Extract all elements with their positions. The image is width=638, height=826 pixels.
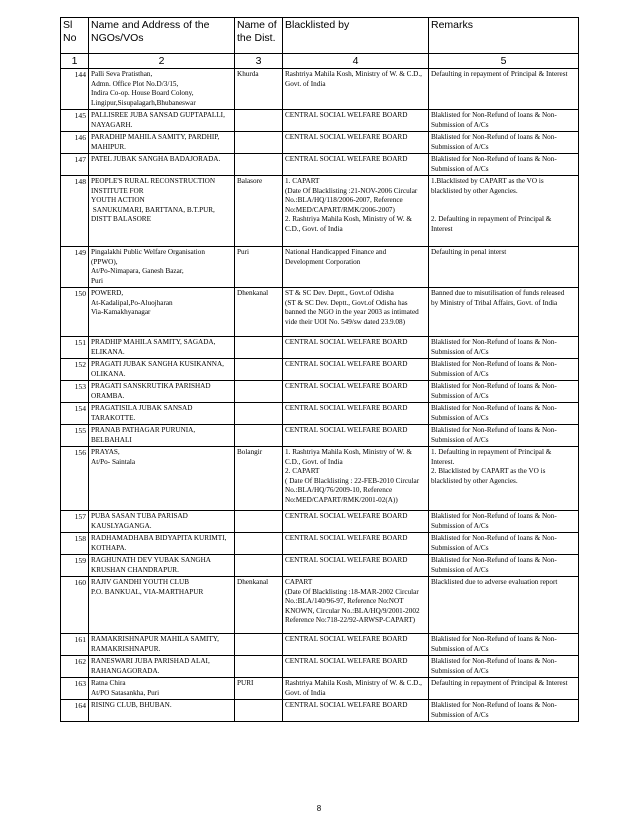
- table-row: [61, 555, 579, 577]
- row-remarks: Blaklisted for Non-Refund of loans & Non- Submission of A/Cs: [429, 154, 579, 176]
- row-remarks: Blaklisted for Non-Refund of loans & Non- Submission of A/Cs: [429, 700, 579, 722]
- table-row: [61, 132, 579, 154]
- row-blacklisted-by: CENTRAL SOCIAL WELFARE BOARD: [283, 634, 429, 656]
- table-row: [61, 247, 579, 288]
- row-name-address: PEOPLE'S RURAL RECONSTRUCTION INSTITUTE FOR YOUTH ACTION SANUKUMARI, BARTTANA, B.T.PUR, DISTT BALASORE: [89, 176, 235, 247]
- table-row: [61, 678, 579, 700]
- row-sl-number: 152: [61, 359, 89, 381]
- row-sl-number: 154: [61, 403, 89, 425]
- row-blacklisted-by: CENTRAL SOCIAL WELFARE BOARD: [283, 656, 429, 678]
- row-name-address: Pingalakhi Public Welfare Organisation (PPWO), At/Po-Nimapara, Ganesh Bazar, Puri: [89, 247, 235, 288]
- row-remarks: Blaklisted for Non-Refund of loans & Non- Submission of A/Cs: [429, 533, 579, 555]
- row-remarks: Blaklisted for Non-Refund of loans & Non- Submission of A/Cs: [429, 425, 579, 447]
- table-row: [61, 381, 579, 403]
- row-district: [235, 533, 283, 555]
- row-district: [235, 381, 283, 403]
- table-row: [61, 577, 579, 634]
- row-district: Balasore: [235, 176, 283, 247]
- row-name-address: PARADHIP MAHILA SAMITY, PARDHIP, MAHIPUR.: [89, 132, 235, 154]
- row-blacklisted-by: CAPART (Date Of Blacklisting :18-MAR-2002 Circular No.:BLA/140/96-97, Reference No:NOT KNOWN, Circular No.:BLA/HQ/9/2001-2002 Reference No:718-22/92-ARWSP-CAPART): [283, 577, 429, 634]
- table-row: [61, 425, 579, 447]
- row-remarks: Defaulting in repayment of Principal & Interest: [429, 69, 579, 110]
- row-sl-number: 155: [61, 425, 89, 447]
- row-blacklisted-by: CENTRAL SOCIAL WELFARE BOARD: [283, 403, 429, 425]
- column-number: 2: [89, 54, 235, 69]
- row-sl-number: 164: [61, 700, 89, 722]
- row-remarks: Defaulting in repayment of Principal & Interest: [429, 678, 579, 700]
- table-body: [61, 69, 579, 722]
- row-district: [235, 555, 283, 577]
- row-district: [235, 359, 283, 381]
- row-blacklisted-by: CENTRAL SOCIAL WELFARE BOARD: [283, 555, 429, 577]
- row-sl-number: 163: [61, 678, 89, 700]
- header-remarks: Remarks: [429, 18, 579, 54]
- row-remarks: Blaklisted for Non-Refund of loans & Non- Submission of A/Cs: [429, 359, 579, 381]
- row-blacklisted-by: Rashtriya Mahila Kosh, Ministry of W. & C.D., Govt. of India: [283, 69, 429, 110]
- page-number: 8: [316, 804, 322, 813]
- table-row: [61, 511, 579, 533]
- row-sl-number: 160: [61, 577, 89, 634]
- row-sl-number: 159: [61, 555, 89, 577]
- row-district: Bolangir: [235, 447, 283, 511]
- row-name-address: PRAGATI SANSKRUTIKA PARISHAD ORAMBA.: [89, 381, 235, 403]
- row-sl-number: 150: [61, 288, 89, 337]
- row-blacklisted-by: CENTRAL SOCIAL WELFARE BOARD: [283, 533, 429, 555]
- table-row: [61, 700, 579, 722]
- row-sl-number: 147: [61, 154, 89, 176]
- row-sl-number: 148: [61, 176, 89, 247]
- row-remarks: Blaklisted for Non-Refund of loans & Non- Submission of A/Cs: [429, 511, 579, 533]
- table-row: [61, 403, 579, 425]
- row-blacklisted-by: CENTRAL SOCIAL WELFARE BOARD: [283, 511, 429, 533]
- row-sl-number: 162: [61, 656, 89, 678]
- row-district: Dhenkanal: [235, 577, 283, 634]
- row-blacklisted-by: National Handicapped Finance and Development Corporation: [283, 247, 429, 288]
- row-name-address: PATEL JUBAK SANGHA BADAJORADA.: [89, 154, 235, 176]
- row-remarks: 1. Defaulting in repayment of Principal & Interest. 2. Blacklisted by CAPART as the VO is blacklisted by other Agencies.: [429, 447, 579, 511]
- header-row: [61, 18, 579, 54]
- row-sl-number: 157: [61, 511, 89, 533]
- row-blacklisted-by: CENTRAL SOCIAL WELFARE BOARD: [283, 425, 429, 447]
- row-sl-number: 158: [61, 533, 89, 555]
- row-district: [235, 511, 283, 533]
- row-name-address: PRADHIP MAHILA SAMITY, SAGADA, ELIKANA.: [89, 337, 235, 359]
- row-blacklisted-by: Rashtriya Mahila Kosh, Ministry of W. & C.D., Govt. of India: [283, 678, 429, 700]
- column-number: 1: [61, 54, 89, 69]
- row-blacklisted-by: CENTRAL SOCIAL WELFARE BOARD: [283, 110, 429, 132]
- table-row: [61, 337, 579, 359]
- row-sl-number: 149: [61, 247, 89, 288]
- row-blacklisted-by: CENTRAL SOCIAL WELFARE BOARD: [283, 381, 429, 403]
- row-remarks: Blaklisted for Non-Refund of loans & Non- Submission of A/Cs: [429, 132, 579, 154]
- row-district: PURI: [235, 678, 283, 700]
- row-district: [235, 634, 283, 656]
- row-blacklisted-by: ST & SC Dev. Deptt., Govt.of Odisha (ST & SC Dev. Deptt., Govt.of Odisha has banned the NGO in the year 2003 as intimated vide their UOI No. 549/sw dated 23.9.08): [283, 288, 429, 337]
- row-blacklisted-by: 1. CAPART (Date Of Blacklisting :21-NOV-2006 Circular No.:BLA/HQ/118/2006-2007, Reference No:MED/CAPART/RMK/2006-2007) 2. Rashtriya Mahila Kosh, Ministry of W. & C.D., Govt. of India: [283, 176, 429, 247]
- row-name-address: RISING CLUB, BHUBAN.: [89, 700, 235, 722]
- row-remarks: Blaklisted for Non-Refund of loans & Non- Submission of A/Cs: [429, 381, 579, 403]
- row-name-address: PALLISREE JUBA SANSAD GUPTAPALLI, NAYAGARH.: [89, 110, 235, 132]
- row-blacklisted-by: CENTRAL SOCIAL WELFARE BOARD: [283, 359, 429, 381]
- row-remarks: Blaklisted for Non-Refund of loans & Non- Submission of A/Cs: [429, 403, 579, 425]
- row-name-address: PRAYAS, At/Po- Saintala: [89, 447, 235, 511]
- row-remarks: Blaklisted for Non-Refund of loans & Non- Submission of A/Cs: [429, 110, 579, 132]
- row-district: [235, 403, 283, 425]
- row-sl-number: 161: [61, 634, 89, 656]
- row-name-address: RAMAKRISHNAPUR MAHILA SAMITY, RAMAKRISHNAPUR.: [89, 634, 235, 656]
- row-name-address: POWERD, At-Kadalipal,Po-Aluojharan Via-Kamakhyanagar: [89, 288, 235, 337]
- row-remarks: Banned due to misutilisation of funds released by Ministry of Tribal Affairs, Govt. of India: [429, 288, 579, 337]
- row-remarks: Blaklisted for Non-Refund of loans & Non- Submission of A/Cs: [429, 656, 579, 678]
- row-sl-number: 145: [61, 110, 89, 132]
- row-sl-number: 144: [61, 69, 89, 110]
- row-district: [235, 425, 283, 447]
- row-name-address: PRAGATI JUBAK SANGHA KUSIKANNA, OLIKANA.: [89, 359, 235, 381]
- row-name-address: PRAGATISILA JUBAK SANSAD TARAKOTTE.: [89, 403, 235, 425]
- row-name-address: PRANAB PATHAGAR PURUNIA, BELBAHALI: [89, 425, 235, 447]
- row-district: [235, 656, 283, 678]
- row-sl-number: 153: [61, 381, 89, 403]
- row-district: Puri: [235, 247, 283, 288]
- row-blacklisted-by: CENTRAL SOCIAL WELFARE BOARD: [283, 132, 429, 154]
- row-blacklisted-by: CENTRAL SOCIAL WELFARE BOARD: [283, 700, 429, 722]
- row-district: Khurda: [235, 69, 283, 110]
- column-number: 4: [283, 54, 429, 69]
- column-number: 3: [235, 54, 283, 69]
- row-sl-number: 151: [61, 337, 89, 359]
- row-blacklisted-by: 1. Rashtriya Mahila Kosh, Ministry of W. & C.D., Govt. of India 2. CAPART ( Date Of Blacklisting : 22-FEB-2010 Circular No.:BLA/HQ/76/2009-10, Reference No:MED/CAPART/RMK/2001-02(A)): [283, 447, 429, 511]
- row-district: Dhenkanal: [235, 288, 283, 337]
- ngo-blacklist-table: [60, 17, 579, 722]
- header-district: Name of the Dist.: [235, 18, 283, 54]
- table-row: [61, 176, 579, 247]
- row-remarks: Blaklisted for Non-Refund of loans & Non- Submission of A/Cs: [429, 337, 579, 359]
- table-row: [61, 533, 579, 555]
- row-district: [235, 110, 283, 132]
- header-sl-no: Sl No: [61, 18, 89, 54]
- row-remarks: Blacklisted due to adverse evaluation report: [429, 577, 579, 634]
- row-name-address: RADHAMADHABA BIDYAPITA KURIMTI, KOTHAPA.: [89, 533, 235, 555]
- table-row: [61, 154, 579, 176]
- row-name-address: PUBA SASAN TUBA PARISAD KAUSLYAGANGA.: [89, 511, 235, 533]
- row-sl-number: 146: [61, 132, 89, 154]
- row-sl-number: 156: [61, 447, 89, 511]
- row-name-address: Palli Seva Pratisthan, Admn. Office Plot No.D/3/15, Indira Co-op. House Board Colony, Lingipur,Sisupalagarh,Bhubaneswar: [89, 69, 235, 110]
- row-blacklisted-by: CENTRAL SOCIAL WELFARE BOARD: [283, 337, 429, 359]
- table-row: [61, 359, 579, 381]
- row-name-address: RANESWARI JUBA PARISHAD ALAI, RAHANGAGORADA.: [89, 656, 235, 678]
- row-district: [235, 700, 283, 722]
- row-name-address: Ratna Chira At/PO Satasankha, Puri: [89, 678, 235, 700]
- row-remarks: Blaklisted for Non-Refund of loans & Non- Submission of A/Cs: [429, 634, 579, 656]
- table-row: [61, 69, 579, 110]
- table-row: [61, 110, 579, 132]
- column-number-row: [61, 54, 579, 69]
- row-remarks: 1.Blacklisted by CAPART as the VO is blacklisted by other Agencies. 2. Defaulting in repayment of Principal & Interest: [429, 176, 579, 247]
- table-row: [61, 634, 579, 656]
- table-row: [61, 288, 579, 337]
- row-blacklisted-by: CENTRAL SOCIAL WELFARE BOARD: [283, 154, 429, 176]
- row-name-address: RAJIV GANDHI YOUTH CLUB P.O. BANKUAL, VIA-MARTHAPUR: [89, 577, 235, 634]
- header-name-address: Name and Address of the NGOs/VOs: [89, 18, 235, 54]
- table-row: [61, 656, 579, 678]
- row-remarks: Blaklisted for Non-Refund of loans & Non- Submission of A/Cs: [429, 555, 579, 577]
- row-remarks: Defaulting in penal interst: [429, 247, 579, 288]
- header-blacklisted-by: Blacklisted by: [283, 18, 429, 54]
- table-row: [61, 447, 579, 511]
- row-name-address: RAGHUNATH DEV YUBAK SANGHA KRUSHAN CHANDRAPUR.: [89, 555, 235, 577]
- row-district: [235, 154, 283, 176]
- column-number: 5: [429, 54, 579, 69]
- row-district: [235, 337, 283, 359]
- row-district: [235, 132, 283, 154]
